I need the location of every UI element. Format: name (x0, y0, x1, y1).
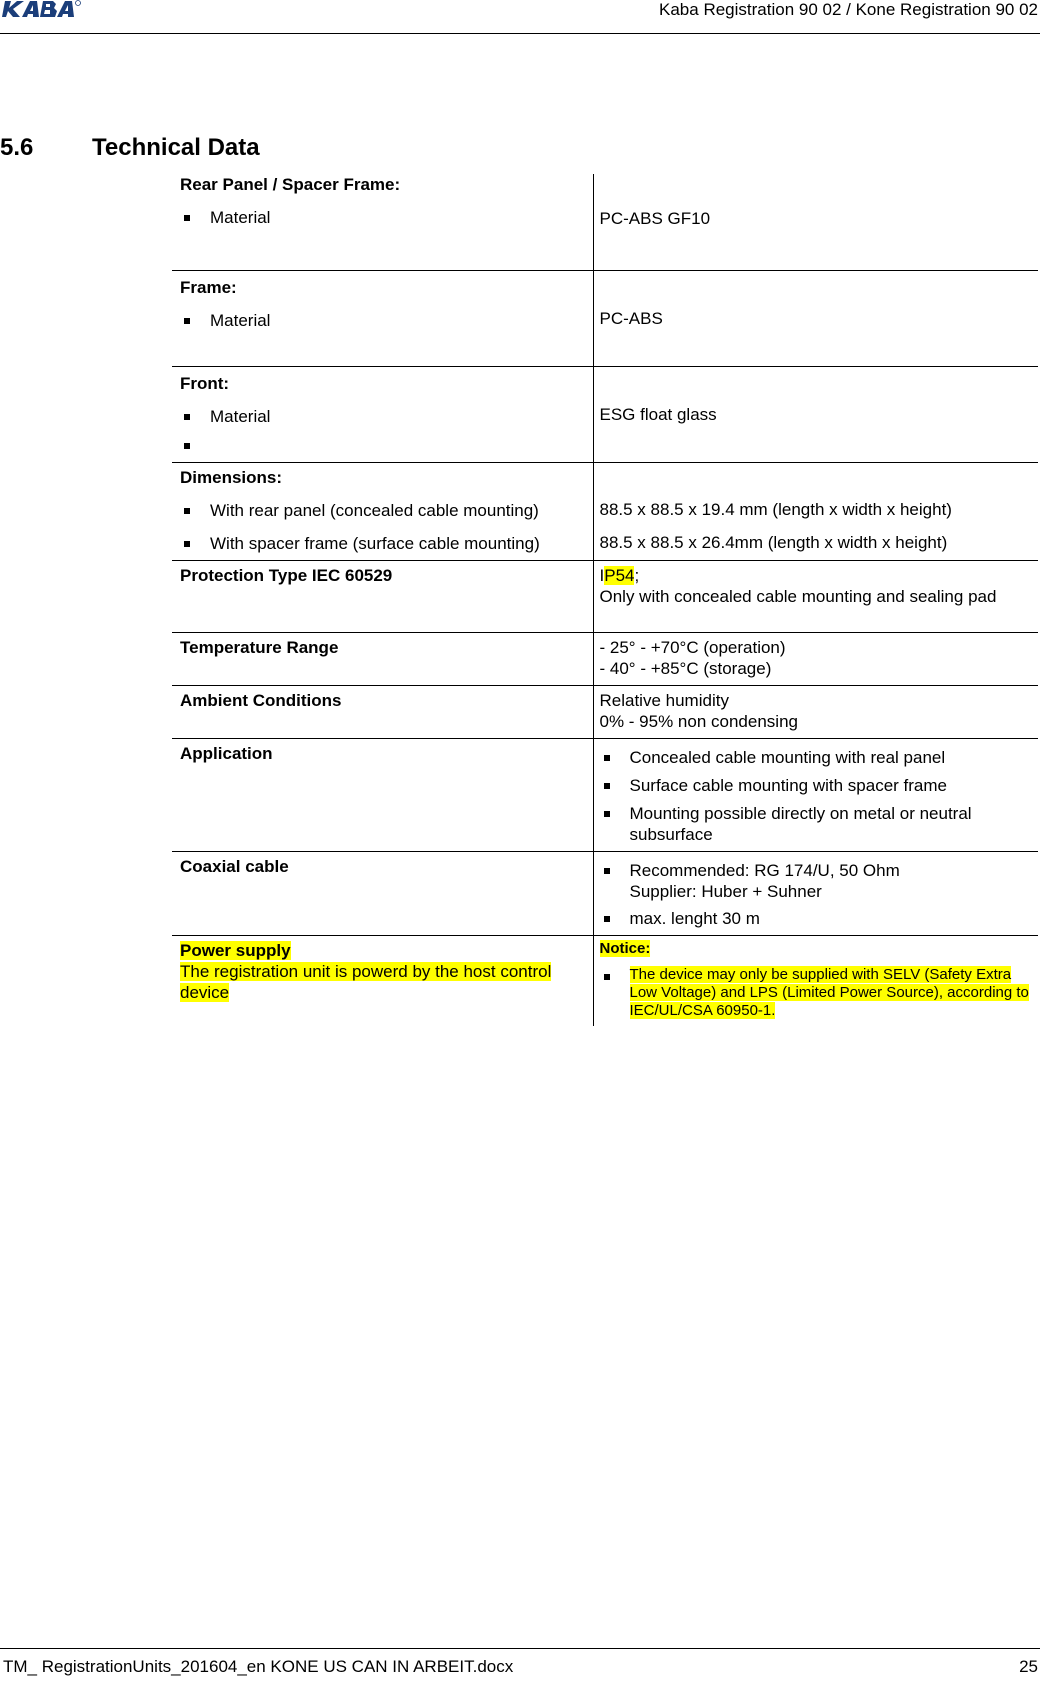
row-label-power: Power supply (180, 940, 291, 960)
list-item: Material (180, 207, 585, 228)
row-value-front: ESG float glass (599, 404, 717, 424)
table-row (172, 174, 1038, 270)
list-item (600, 966, 1031, 1020)
row-label-protection: Protection Type IEC 60529 (180, 565, 393, 585)
table-row (172, 366, 1038, 462)
header-title: Kaba Registration 90 02 / Kone Registration 90 02 (659, 0, 1038, 19)
technical-data-table (172, 174, 1038, 1026)
section-heading (0, 134, 260, 162)
row-value-protection-note: Only with concealed cable mounting and sealing pad (599, 586, 997, 606)
kaba-logo (2, 0, 82, 18)
section-number: 5.6 (0, 134, 34, 161)
row-label-coaxial: Coaxial cable (180, 856, 289, 876)
row-label-ambient: Ambient Conditions (180, 690, 342, 710)
table-row (172, 738, 1038, 851)
page-number: 25 (1019, 1657, 1038, 1676)
notice-text: The device may only be supplied with SELV (Safety Extra Low Voltage) and LPS (Limited Power Source), according to IEC/UL/CSA 60950-1. (629, 965, 1029, 1019)
list-item-empty (180, 435, 585, 456)
table-row (172, 560, 1038, 632)
list-item: With spacer frame (surface cable mounting) (180, 533, 585, 554)
row-label-frame: Frame: (180, 277, 237, 297)
table-row (172, 462, 1038, 560)
row-value-ambient-2: 0% - 95% non condensing (599, 711, 798, 731)
row-label-dimensions: Dimensions: (180, 467, 283, 487)
list-item: Mounting possible directly on metal or neutral subsurface (600, 803, 1031, 845)
row-value-protection: IP54; (599, 565, 640, 585)
table-row (172, 685, 1038, 738)
list-item: With rear panel (concealed cable mounting) (180, 500, 585, 521)
row-value-temperature-1: - 25° - +70°C (operation) (599, 637, 786, 657)
list-item: Concealed cable mounting with real panel (600, 747, 1031, 768)
row-value-temperature-2: - 40° - +85°C (storage) (599, 658, 772, 678)
row-value-dimensions-1: 88.5 x 88.5 x 19.4 mm (length x width x height) (599, 499, 952, 519)
power-description: The registration unit is powerd by the host control device (180, 961, 552, 1002)
section-title: Technical Data (92, 134, 260, 161)
row-label-temperature: Temperature Range (180, 637, 339, 657)
row-value-frame: PC-ABS (599, 308, 663, 328)
row-label-application: Application (180, 743, 273, 763)
list-item: Material (180, 406, 585, 427)
row-value-ambient-1: Relative humidity (599, 690, 729, 710)
table-row (172, 270, 1038, 366)
footer-filename: TM_ RegistrationUnits_201604_en KONE US CAN IN ARBEIT.docx (3, 1657, 514, 1676)
list-item: Recommended: RG 174/U, 50 Ohm Supplier: Huber + Suhner (600, 860, 1031, 902)
page-header (0, 0, 1040, 34)
row-value-dimensions-2: 88.5 x 88.5 x 26.4mm (length x width x height) (599, 532, 948, 552)
list-item: max. lenght 30 m (600, 908, 1031, 929)
table-row (172, 851, 1038, 935)
row-value-rear-panel: PC-ABS GF10 (599, 209, 711, 228)
row-label-rear-panel: Rear Panel / Spacer Frame: (180, 175, 401, 194)
page-footer (0, 1648, 1040, 1676)
table-row (172, 935, 1038, 1026)
list-item: Material (180, 310, 585, 331)
row-label-front: Front: (180, 373, 230, 393)
notice-label: Notice: (599, 939, 651, 957)
list-item: Surface cable mounting with spacer frame (600, 775, 1031, 796)
table-row (172, 632, 1038, 685)
